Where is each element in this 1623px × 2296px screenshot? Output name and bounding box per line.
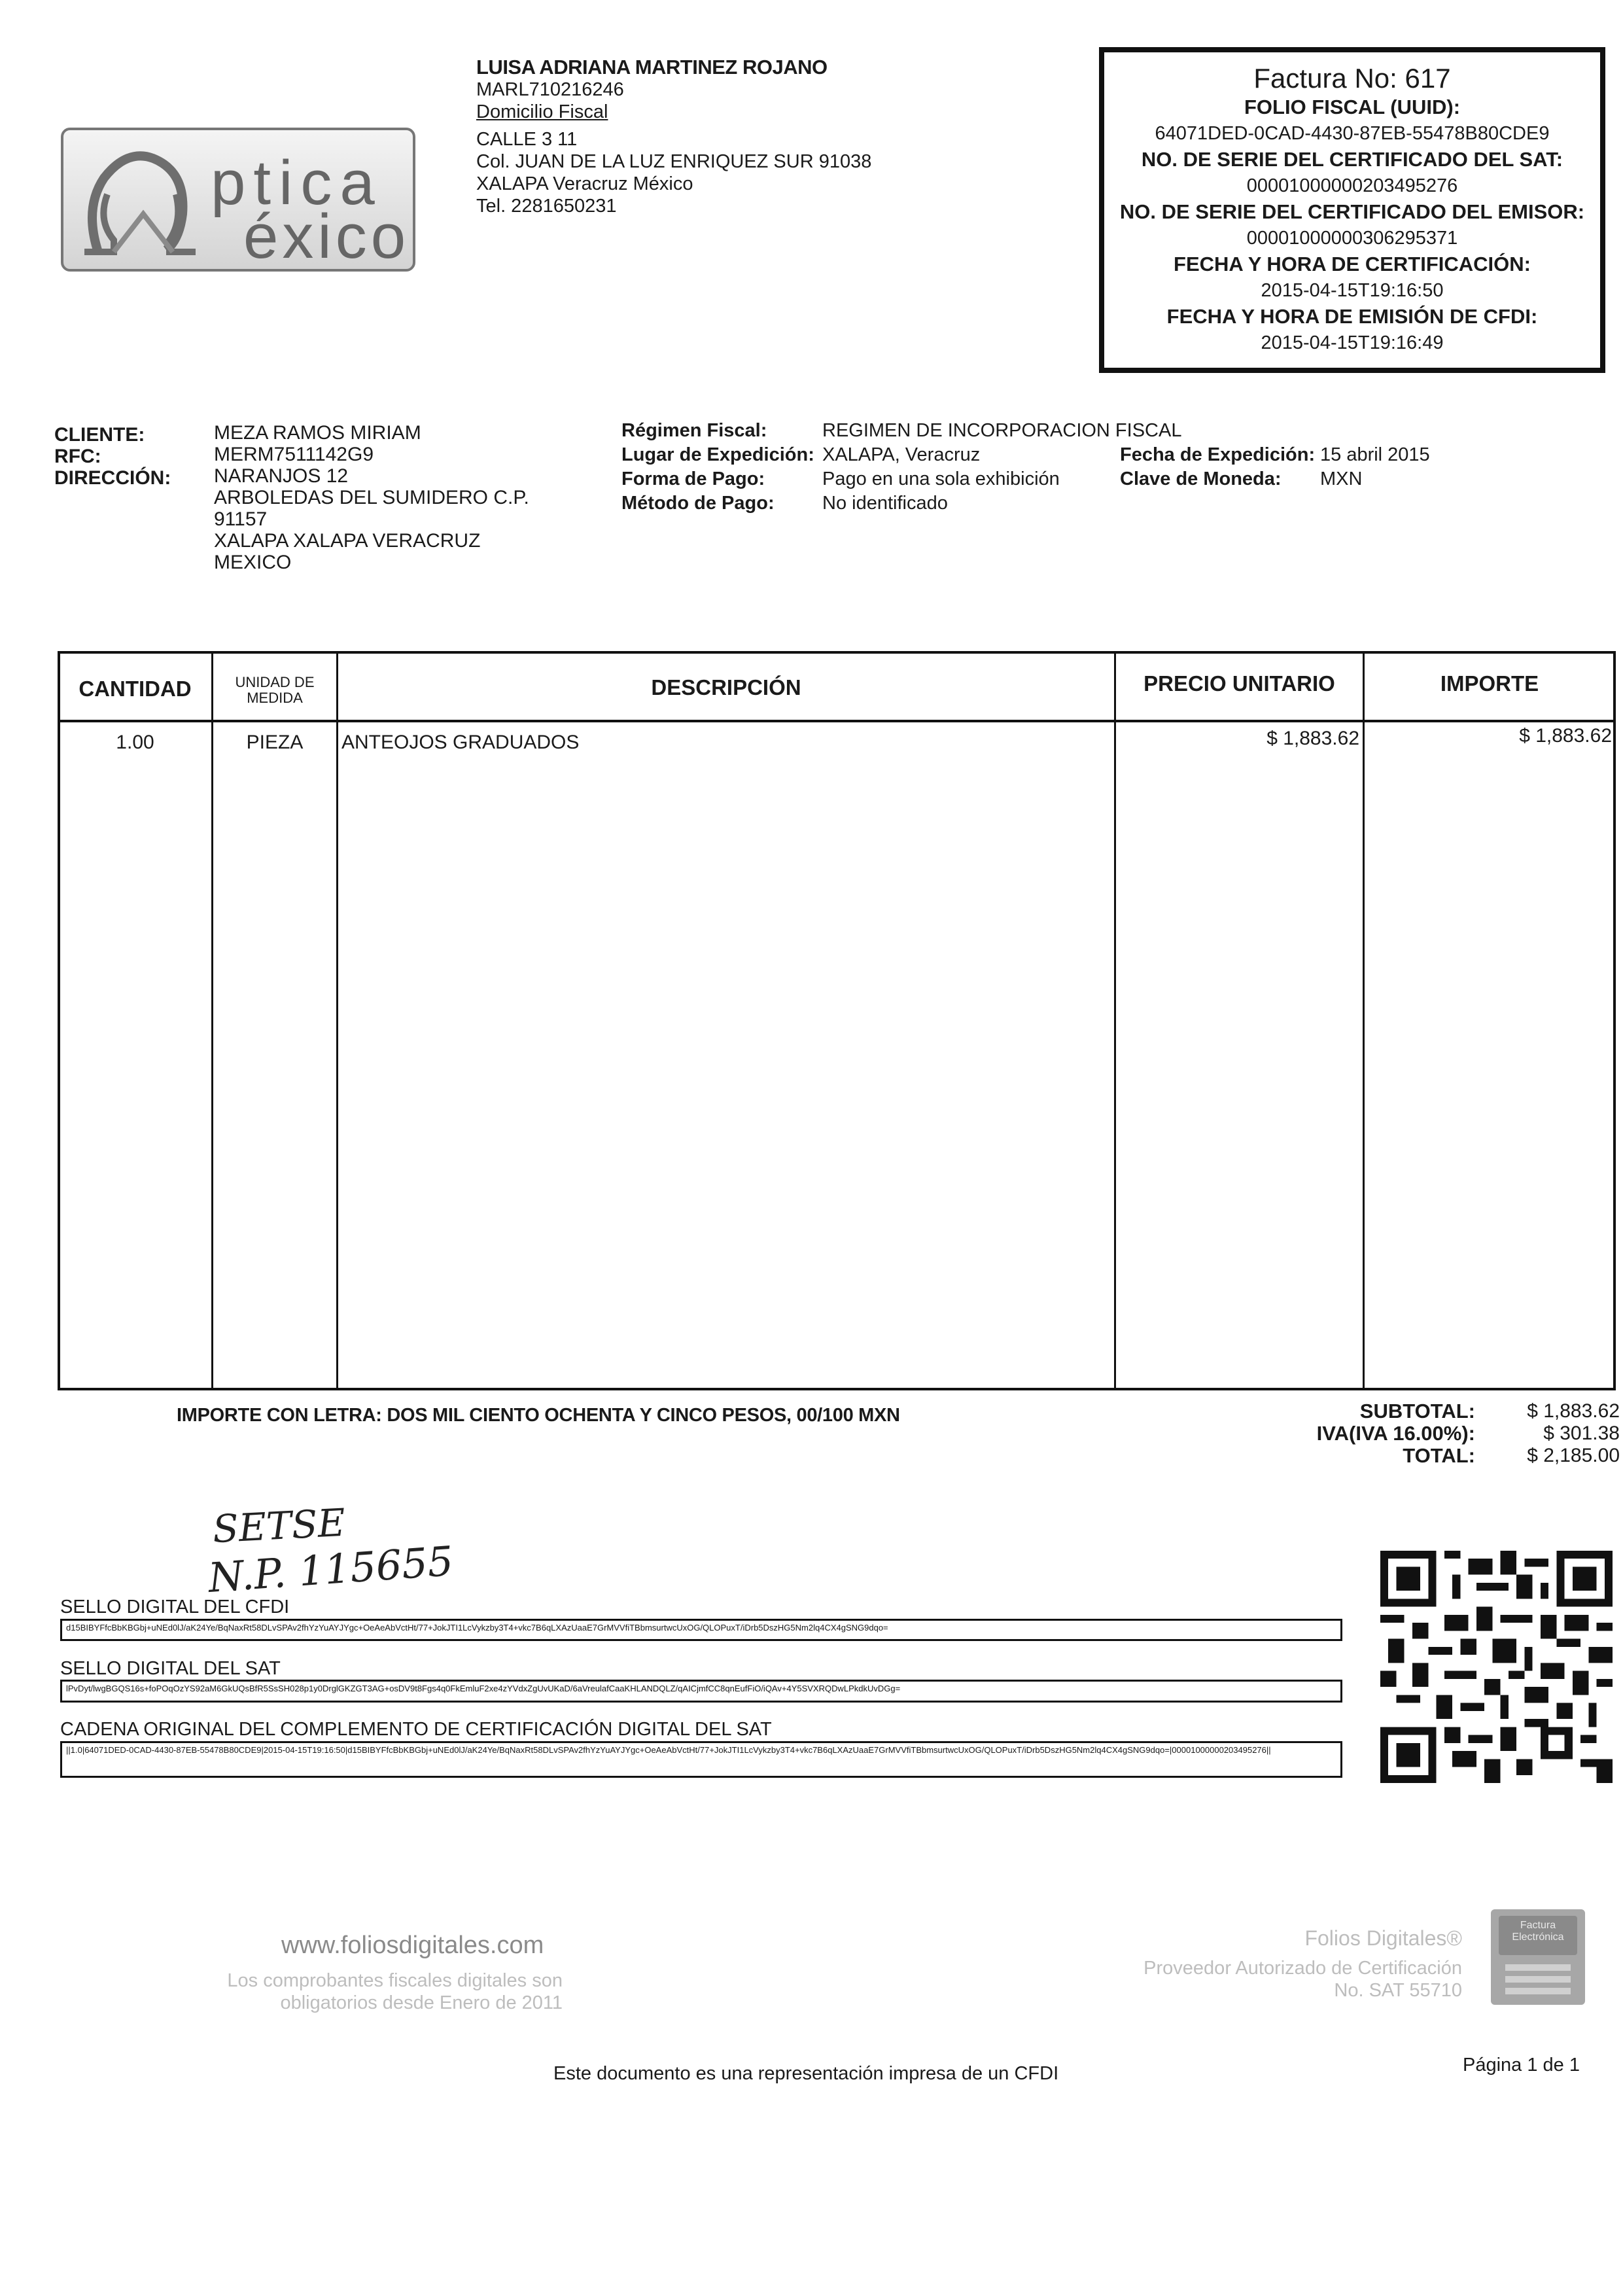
total-label: TOTAL:: [1403, 1444, 1475, 1467]
metodo-pago-label: Método de Pago:: [621, 493, 775, 514]
pac-name: Folios Digitales®: [1304, 1926, 1462, 1950]
factura-electronica-badge: [1499, 1916, 1577, 1955]
regimen-labels: [621, 419, 814, 516]
sello-sat-label: SELLO DIGITAL DEL SAT: [60, 1658, 281, 1679]
cliente-dir2: ARBOLEDAS DEL SUMIDERO C.P.: [214, 487, 529, 508]
regimen-value: REGIMEN DE INCORPORACION FISCAL: [822, 420, 1182, 441]
serie-sat-label: NO. DE SERIE DEL CERTIFICADO DEL SAT:: [1141, 148, 1563, 171]
cliente-dir3: 91157: [214, 508, 268, 530]
table-divider: [336, 651, 338, 1390]
importe-con-letra: IMPORTE CON LETRA: DOS MIL CIENTO OCHENTA Y CINCO PESOS, 00/100 MXN: [177, 1405, 900, 1426]
cadena-original-label: CADENA ORIGINAL DEL COMPLEMENTO DE CERTIFICACIÓN DIGITAL DEL SAT: [60, 1719, 772, 1740]
table-divider: [1363, 651, 1365, 1390]
domicilio-fiscal-label: Domicilio Fiscal: [476, 101, 608, 122]
fecha-expedicion-label: Fecha de Expedición:: [1120, 444, 1316, 465]
sello-sat-value: lPvDyt/lwgBGQS16s+foPOqOzYS92aM6GkUQsBfR5SsSH028p1y0DrglGKZGT3AG+osDV9t8Fgs4q0FkEmluF2xe4zYVdxZgUvUKaD/6aVreulafCaaKHLANDQLZ/qAICjmfCC8qnEufFiO/iQAv+4Y5SVXRQDwLPkdkUvDGg=: [60, 1680, 1342, 1703]
qr-code-icon: [1380, 1551, 1613, 1783]
badge-line1: Factura: [1520, 1920, 1556, 1931]
totales-values: [1493, 1400, 1620, 1467]
rfc-label: RFC:: [54, 446, 101, 467]
row-precio: $ 1,883.62: [1266, 728, 1359, 749]
cliente-dir1: NARANJOS 12: [214, 465, 349, 487]
logo-text-optica: ptica: [211, 148, 383, 218]
sello-cfdi-value: d15BIBYFfcBbKBGbj+uNEd0lJ/aK24Ye/BqNaxRt58DLvSPAv2fhYzYuAYJYgc+OeAeAbVctHt/77+JokJTI1LcVykzby3T4+vkc7B6qLXAzUaaE7GrMVVfiTBbmsurtwcUxOG/QLOPuxT/iDrb5DszHG5Nm2lq4CX4gSNG9dqo=: [60, 1619, 1342, 1641]
folio-fiscal-value: 64071DED-0CAD-4430-87EB-55478B80CDE9: [1155, 123, 1550, 144]
representacion-impresa: Este documento es una representación impresa de un CFDI: [553, 2063, 1059, 2084]
lugar-value: XALAPA, Veracruz: [822, 444, 981, 465]
emisor-block: [476, 56, 871, 217]
badge-stripe: [1505, 1976, 1571, 1983]
header-unidad-line1: UNIDAD DE: [235, 674, 315, 690]
factura-electronica-logo: [1491, 1909, 1585, 2005]
metodo-pago-value: No identificado: [822, 493, 948, 514]
expedicion-labels: [1120, 443, 1315, 491]
header-descripcion: DESCRIPCIÓN: [651, 675, 801, 699]
header-importe: IMPORTE: [1440, 671, 1539, 696]
pac-line1: Proveedor Autorizado de Certificación: [1143, 1958, 1462, 1979]
company-logo: [61, 128, 415, 272]
page-number: Página 1 de 1: [1463, 2055, 1580, 2075]
emisor-ciudad: XALAPA Veracruz México: [476, 173, 693, 194]
folio-fiscal-label: FOLIO FISCAL (UUID):: [1244, 96, 1461, 118]
row-unidad: PIEZA: [246, 732, 304, 753]
emisor-calle: CALLE 3 11: [476, 129, 578, 150]
serie-emisor-value: 00001000000306295371: [1246, 228, 1458, 249]
cliente-rfc: MERM7511142G9: [214, 444, 374, 465]
clave-moneda-label: Clave de Moneda:: [1120, 468, 1282, 489]
leyenda-line1: Los comprobantes fiscales digitales son: [227, 1970, 563, 1991]
subtotal-value: $ 1,883.62: [1527, 1400, 1620, 1422]
table-header-rule: [58, 720, 1616, 722]
row-importe: $ 1,883.62: [1519, 725, 1612, 747]
badge-stripe: [1505, 1964, 1571, 1971]
factura-number: Factura No: 617: [1253, 63, 1451, 94]
cliente-label: CLIENTE:: [54, 424, 145, 446]
folios-digitales-url: www.foliosdigitales.com: [281, 1932, 544, 1959]
expedicion-values: [1320, 443, 1430, 491]
logo-omega-mark: [78, 142, 209, 260]
factura-info-box: [1099, 47, 1605, 373]
row-descripcion: ANTEOJOS GRADUADOS: [341, 732, 580, 753]
table-divider: [211, 651, 213, 1390]
pac-line2: No. SAT 55710: [1334, 1980, 1462, 2001]
header-precio-unitario: PRECIO UNITARIO: [1143, 671, 1335, 696]
forma-pago-value: Pago en una sola exhibición: [822, 468, 1060, 489]
emisor-colonia: Col. JUAN DE LA LUZ ENRIQUEZ SUR 91038: [476, 151, 872, 172]
regimen-label: Régimen Fiscal:: [621, 420, 767, 441]
serie-sat-value: 00001000000203495276: [1246, 175, 1458, 196]
leyenda-obligatorios: [164, 1969, 563, 2014]
row-cantidad: 1.00: [116, 732, 154, 753]
total-value: $ 2,185.00: [1527, 1445, 1620, 1466]
sello-cfdi-label: SELLO DIGITAL DEL CFDI: [60, 1597, 290, 1617]
leyenda-line2: obligatorios desde Enero de 2011: [280, 1992, 563, 2013]
lugar-label: Lugar de Expedición:: [621, 444, 814, 465]
serie-emisor-label: NO. DE SERIE DEL CERTIFICADO DEL EMISOR:: [1119, 200, 1585, 223]
cliente-dir5: MEXICO: [214, 552, 292, 573]
cliente-labels: [54, 424, 171, 489]
fecha-emision-label: FECHA Y HORA DE EMISIÓN DE CFDI:: [1166, 305, 1538, 328]
header-unidad: [213, 675, 336, 706]
cliente-values: [214, 422, 580, 573]
subtotal-label: SUBTOTAL:: [1359, 1400, 1475, 1422]
forma-pago-label: Forma de Pago:: [621, 468, 765, 489]
iva-value: $ 301.38: [1543, 1422, 1620, 1444]
badge-stripe: [1505, 1988, 1571, 1994]
handwritten-note-line2: N.P. 115655: [206, 1537, 455, 1602]
fecha-emision-value: 2015-04-15T19:16:49: [1261, 332, 1444, 353]
logo-text-mexico: éxico: [243, 202, 410, 272]
cliente-dir4: XALAPA XALAPA VERACRUZ: [214, 530, 481, 552]
cadena-original-value: ||1.0|64071DED-0CAD-4430-87EB-55478B80CDE9|2015-04-15T19:16:50|d15BIBYFfcBbKBGbj+uNEd0lJ/aK24Ye/BqNaxRt58DLvSPAv2fhYzYuAYJYgc+OeAeAbVctHt/77+JokJTI1LcVykzby3T4+vkc7B6qLXAzUaaE7GrMVVfiTBbmsurtwcUxOG/QLOPuxT/iDrb5DszHG5Nm2lq4CX4gSNG9dqo=|00001000000203495276||: [60, 1741, 1342, 1778]
header-unidad-line2: MEDIDA: [247, 690, 303, 706]
fecha-expedicion-value: 15 abril 2015: [1320, 444, 1430, 465]
pac-info: [1079, 1957, 1462, 2002]
badge-line2: Electrónica: [1512, 1932, 1564, 1943]
cliente-nombre: MEZA RAMOS MIRIAM: [214, 422, 421, 444]
clave-moneda-value: MXN: [1320, 468, 1363, 489]
table-divider: [1114, 651, 1116, 1390]
iva-label: IVA(IVA 16.00%):: [1316, 1422, 1475, 1445]
header-cantidad: CANTIDAD: [79, 677, 192, 701]
emisor-name: LUISA ADRIANA MARTINEZ ROJANO: [476, 56, 828, 79]
emisor-rfc: MARL710216246: [476, 79, 624, 100]
handwritten-note-line1: SETSE: [211, 1500, 347, 1552]
fecha-certificacion-value: 2015-04-15T19:16:50: [1261, 280, 1444, 301]
fecha-certificacion-label: FECHA Y HORA DE CERTIFICACIÓN:: [1174, 253, 1531, 275]
totales-labels: [1276, 1400, 1475, 1467]
conceptos-table: [58, 651, 1616, 1390]
direccion-label: DIRECCIÓN:: [54, 467, 171, 489]
emisor-telefono: Tel. 2281650231: [476, 196, 617, 217]
